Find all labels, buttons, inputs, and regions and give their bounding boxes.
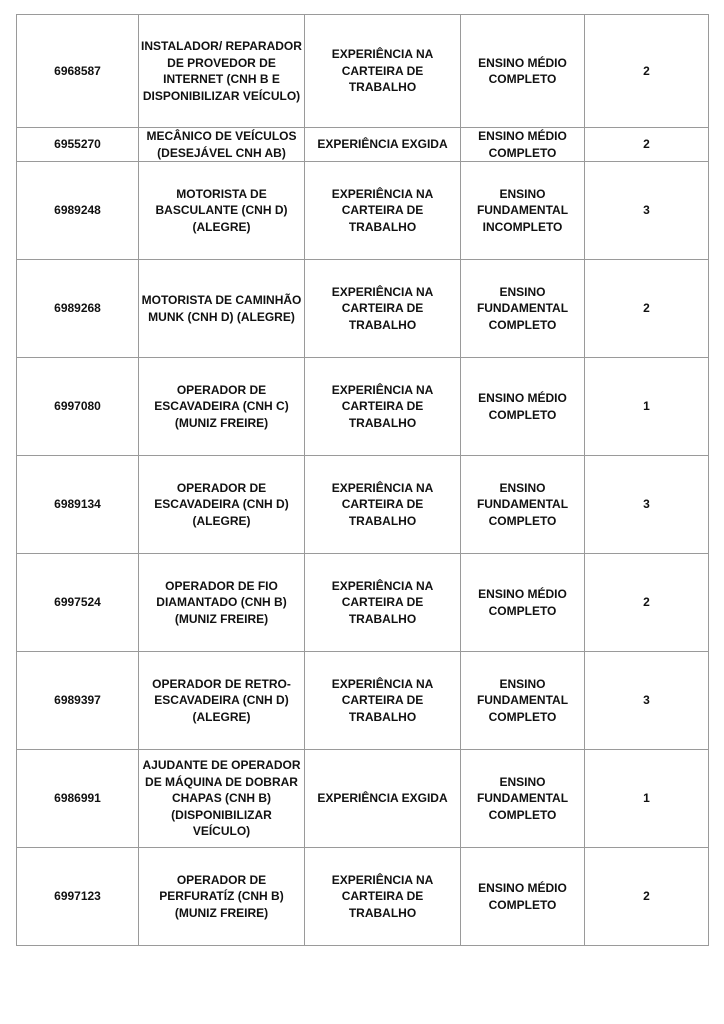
- job-experience: EXPERIÊNCIA NA CARTEIRA DE TRABALHO: [305, 456, 461, 554]
- job-role: OPERADOR DE ESCAVADEIRA (CNH D) (ALEGRE): [139, 456, 305, 554]
- job-vacancies: 3: [585, 162, 709, 260]
- job-code: 6997524: [17, 554, 139, 652]
- job-role: MECÂNICO DE VEÍCULOS (DESEJÁVEL CNH AB): [139, 128, 305, 162]
- job-code: 6986991: [17, 750, 139, 848]
- table-row: [17, 652, 709, 750]
- job-role: OPERADOR DE PERFURATÍZ (CNH B) (MUNIZ FREIRE): [139, 848, 305, 946]
- job-vacancies: 3: [585, 456, 709, 554]
- table-row: [17, 750, 709, 848]
- job-role: OPERADOR DE RETRO-ESCAVADEIRA (CNH D) (ALEGRE): [139, 652, 305, 750]
- job-education: ENSINO MÉDIO COMPLETO: [461, 128, 585, 162]
- job-code: 6997080: [17, 358, 139, 456]
- job-role: MOTORISTA DE CAMINHÃO MUNK (CNH D) (ALEGRE): [139, 260, 305, 358]
- job-vacancies-table: [16, 14, 709, 946]
- job-listing-page: [16, 14, 708, 946]
- job-vacancies: 1: [585, 750, 709, 848]
- job-role: MOTORISTA DE BASCULANTE (CNH D) (ALEGRE): [139, 162, 305, 260]
- table-row: [17, 260, 709, 358]
- job-code: 6989397: [17, 652, 139, 750]
- job-experience: EXPERIÊNCIA NA CARTEIRA DE TRABALHO: [305, 848, 461, 946]
- job-role: OPERADOR DE ESCAVADEIRA (CNH C) (MUNIZ FREIRE): [139, 358, 305, 456]
- table-row: [17, 456, 709, 554]
- job-experience: EXPERIÊNCIA NA CARTEIRA DE TRABALHO: [305, 652, 461, 750]
- job-role: OPERADOR DE FIO DIAMANTADO (CNH B) (MUNIZ FREIRE): [139, 554, 305, 652]
- job-education: ENSINO MÉDIO COMPLETO: [461, 15, 585, 128]
- table-row: [17, 848, 709, 946]
- job-experience: EXPERIÊNCIA NA CARTEIRA DE TRABALHO: [305, 162, 461, 260]
- job-experience: EXPERIÊNCIA EXGIDA: [305, 128, 461, 162]
- job-education: ENSINO FUNDAMENTAL COMPLETO: [461, 750, 585, 848]
- job-code: 6997123: [17, 848, 139, 946]
- job-education: ENSINO MÉDIO COMPLETO: [461, 358, 585, 456]
- job-experience: EXPERIÊNCIA NA CARTEIRA DE TRABALHO: [305, 15, 461, 128]
- job-vacancies: 2: [585, 15, 709, 128]
- job-code: 6955270: [17, 128, 139, 162]
- job-vacancies: 2: [585, 554, 709, 652]
- table-row: [17, 128, 709, 162]
- job-role: INSTALADOR/ REPARADOR DE PROVEDOR DE INTERNET (CNH B E DISPONIBILIZAR VEÍCULO): [139, 15, 305, 128]
- job-education: ENSINO MÉDIO COMPLETO: [461, 554, 585, 652]
- job-experience: EXPERIÊNCIA EXGIDA: [305, 750, 461, 848]
- job-code: 6989134: [17, 456, 139, 554]
- job-vacancies: 1: [585, 358, 709, 456]
- job-vacancies: 3: [585, 652, 709, 750]
- job-experience: EXPERIÊNCIA NA CARTEIRA DE TRABALHO: [305, 358, 461, 456]
- job-role: AJUDANTE DE OPERADOR DE MÁQUINA DE DOBRAR CHAPAS (CNH B) (DISPONIBILIZAR VEÍCULO): [139, 750, 305, 848]
- job-vacancies: 2: [585, 260, 709, 358]
- job-experience: EXPERIÊNCIA NA CARTEIRA DE TRABALHO: [305, 260, 461, 358]
- job-education: ENSINO FUNDAMENTAL INCOMPLETO: [461, 162, 585, 260]
- table-row: [17, 358, 709, 456]
- job-experience: EXPERIÊNCIA NA CARTEIRA DE TRABALHO: [305, 554, 461, 652]
- job-code: 6989248: [17, 162, 139, 260]
- job-education: ENSINO FUNDAMENTAL COMPLETO: [461, 260, 585, 358]
- table-row: [17, 162, 709, 260]
- job-education: ENSINO FUNDAMENTAL COMPLETO: [461, 652, 585, 750]
- job-education: ENSINO FUNDAMENTAL COMPLETO: [461, 456, 585, 554]
- table-row: [17, 554, 709, 652]
- job-vacancies: 2: [585, 848, 709, 946]
- job-code: 6968587: [17, 15, 139, 128]
- job-code: 6989268: [17, 260, 139, 358]
- table-row: [17, 15, 709, 128]
- job-education: ENSINO MÉDIO COMPLETO: [461, 848, 585, 946]
- job-vacancies: 2: [585, 128, 709, 162]
